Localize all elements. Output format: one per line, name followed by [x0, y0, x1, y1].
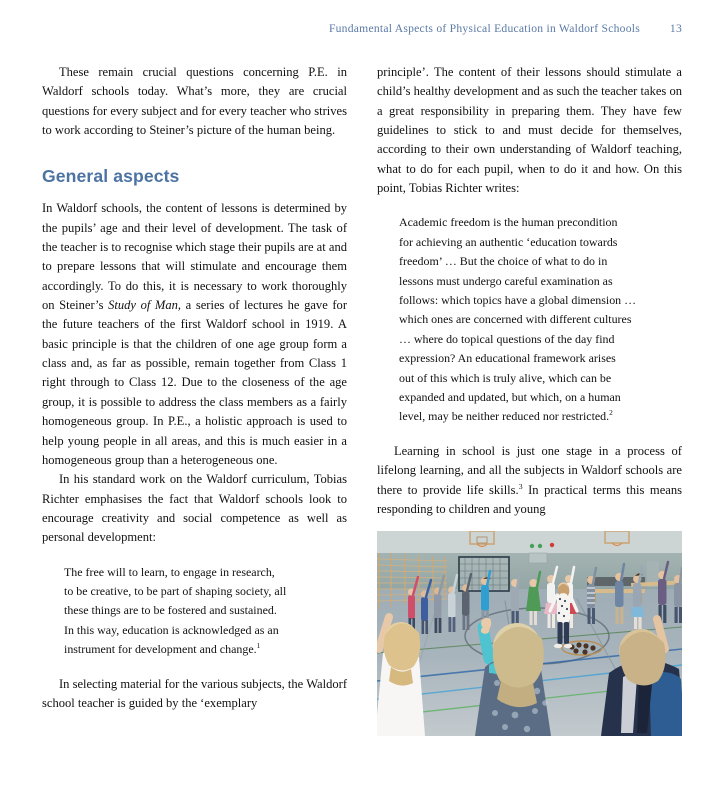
general-aspects-heading-block: [42, 165, 347, 187]
right-quote-line-1: Academic freedom is the human precondition: [399, 215, 618, 230]
right-blockquote: [377, 213, 682, 426]
left-paragraph-2: [42, 199, 347, 470]
section-heading: General aspects: [42, 166, 180, 187]
right-quote-line-9: out of this which is truly alive, which can be: [399, 370, 612, 385]
left-quote-line-5: [64, 640, 347, 659]
left-paragraph-4: In selecting material for the various subjects, the Waldorf school teacher is guided by the ‘exemplary: [42, 676, 347, 710]
left-blockquote: [42, 563, 347, 660]
right-column: [377, 63, 682, 519]
right-quote-line-11: [399, 407, 682, 426]
gymnasium-photograph: [377, 531, 682, 736]
right-quote-line-6: which ones are concerned with different cultures: [399, 312, 632, 327]
child-figure-foreground-left: [377, 617, 425, 736]
left-quote-line-5-text: instrument for development and change.: [64, 642, 257, 657]
right-quote-line-3: freedom’ … But the choice of what to do in: [399, 254, 608, 269]
left-quote-line-1: The free will to learn, to engage in research,: [64, 564, 275, 579]
footnote-marker-1: 1: [256, 641, 261, 651]
gymnasium-photograph-image: [377, 531, 682, 736]
running-header-title: Fundamental Aspects of Physical Education in Waldorf Schools: [328, 22, 640, 35]
right-quote-line-5: follows: which topics have a global dimension …: [399, 293, 637, 308]
left-paragraph-1: These remain crucial questions concerning P.E. in Waldorf schools today. What’s more, they are crucial questions for every subject and for every teacher who strives to work according to Steiner’s picture of the human being.: [42, 65, 347, 138]
running-header: [40, 22, 682, 42]
right-paragraph-2-part2: In practical terms this means responding to children and young: [377, 482, 682, 516]
left-quote-line-3: these things are to be fostered and sustained.: [64, 603, 277, 618]
footnote-marker-3: 3: [518, 481, 523, 491]
left-paragraph-3: In his standard work on the Waldorf curriculum, Tobias Richter emphasises the fact that Waldorf schools look to encourage creativity and social competence as well as personal development:: [42, 472, 347, 545]
footnote-marker-2: 2: [609, 408, 613, 418]
right-paragraph-1: principle’. The content of their lessons should stimulate a child’s healthy development and as such the teacher takes on a great responsibility in preparing them. They have few guidelines to stick to and must decide for themselves, according to their own understanding of Waldorf teaching, what to do for each pupil, when to do it and how. On this point, Tobias Richter writes:: [377, 65, 682, 196]
right-paragraph-2: [377, 442, 682, 519]
left-blockquote-body: [64, 563, 347, 660]
right-blockquote-body: [399, 213, 682, 426]
left-paragraph-2-part2: a series of lectures he gave for the future teachers of the first Waldorf school in 1919. A basic principle is that the children of one age group form a class and, as far as possible, remain together from Class 1 right through to Class 12. Due to the closeness of the age group, it is possible to address the class members as a fairly homogeneous group. In P.E., a holistic approach is used to help young people in all areas, and this is much easier in a homogeneous group than a heterogeneous one.: [42, 298, 347, 467]
left-quote-line-2: to be creative, to be part of shaping society, all: [64, 583, 287, 598]
right-quote-line-8: expression? An educational framework arises: [399, 351, 616, 366]
left-paragraph-2-part1: In Waldorf schools, the content of lessons is determined by the pupils’ age and their level of development. The task of the teacher is to recognise which stage their pupils are at and to prepare lessons that will stimulate and encourage them accordingly. To do this, it is necessary to work thoroughly on Steiner’s: [42, 201, 347, 313]
right-quote-line-10: expanded and updated, but which, on a human: [399, 390, 621, 405]
right-quote-line-4: lessons must undergo careful examination as: [399, 273, 613, 288]
right-paragraph-2-part1: Learning in school is just one stage in a process of lifelong learning, and all the subjects in Waldorf schools are there to provide life skills.: [377, 443, 682, 497]
book-title-study-of-man: Study of Man,: [108, 298, 182, 313]
left-column: [42, 63, 347, 713]
right-quote-line-2: for achieving an authentic ‘education towards: [399, 234, 618, 249]
right-quote-line-11-text: level, may be neither reduced nor restricted.: [399, 409, 610, 424]
left-quote-line-4: In this way, education is acknowledged as an: [64, 622, 279, 637]
right-quote-line-7: … where do topical questions of the day find: [399, 331, 615, 346]
page-number: 13: [669, 22, 682, 35]
